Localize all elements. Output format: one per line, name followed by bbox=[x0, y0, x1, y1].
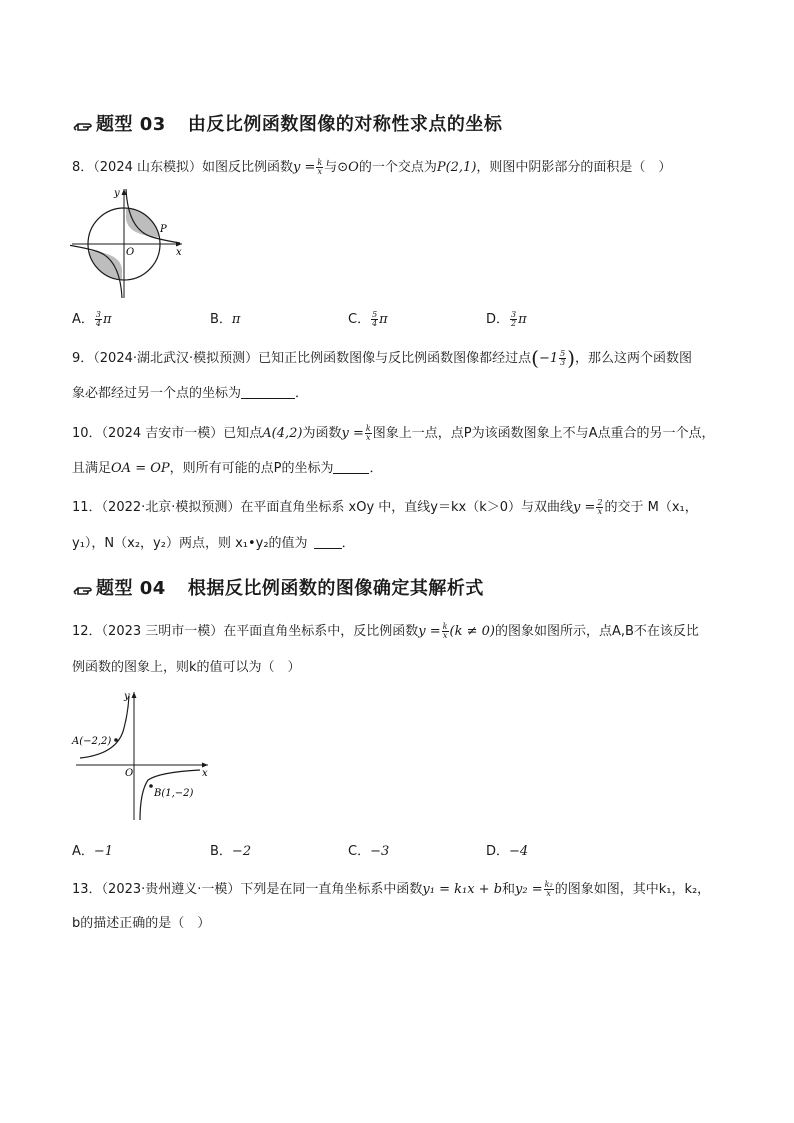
section-subtitle: 根据反比例函数的图像确定其解析式 bbox=[187, 578, 484, 599]
question-10-line-2: 且满足OA = OP，则所有可能的点P的坐标为 ． bbox=[72, 461, 383, 476]
label-y: y bbox=[114, 188, 120, 199]
question-13-line-1: 13．（2023·贵州遵义·一模）下列是在同一直角坐标系中函数y₁ = k₁x + b和y₂ = $\frac{\text{k₂}}{x}$ 的图象如图，其中k₁，k₂， bbox=[72, 880, 711, 898]
answer-blank[interactable] bbox=[241, 384, 295, 399]
option-d[interactable]: D． $\frac{3}{2}$ π bbox=[486, 310, 527, 328]
label-y: y bbox=[124, 691, 130, 702]
question-8-figure bbox=[70, 185, 190, 300]
question-11-line-1: 11．（2022·北京·模拟预测）在平面直角坐标系 xOy 中，直线y＝kx（k＞0）与双曲线y = $\frac{2}{x}$ 的交于 M（x₁， bbox=[72, 498, 698, 516]
question-10-line-1: 10．（2024 吉安市一模）已知点A(4,2)为函数y = $\frac{k}{x}$ 图象上一点，点P为该函数图象上不与A点重合的另一个点， bbox=[72, 424, 715, 442]
question-13-line-2: b的描述正确的是（ ） bbox=[72, 916, 211, 931]
section-title: 题型 04 bbox=[96, 578, 166, 599]
question-11-line-2: y₁），N（x₂，y₂）两点，则 x₁•y₂的值为 ． bbox=[72, 536, 355, 551]
question-12-figure bbox=[70, 688, 220, 823]
pointing-hand-icon bbox=[72, 580, 94, 596]
section-subtitle: 由反比例函数图像的对称性求点的坐标 bbox=[187, 114, 503, 135]
answer-blank[interactable] bbox=[333, 459, 369, 474]
label-x: x bbox=[176, 247, 182, 258]
option-a[interactable]: A． $\frac{3}{4}$ π bbox=[72, 310, 112, 328]
point-a bbox=[114, 738, 118, 742]
section-heading-03 bbox=[72, 110, 502, 136]
option-c[interactable]: C．−3 bbox=[348, 844, 390, 859]
point-b bbox=[149, 784, 153, 788]
label-o: O bbox=[126, 247, 135, 258]
label-x: x bbox=[202, 768, 208, 779]
question-12-line-2: 例函数的图象上，则k的值可以为（ ） bbox=[72, 660, 301, 675]
option-b[interactable]: B．π bbox=[210, 312, 241, 327]
pointing-hand-icon bbox=[72, 116, 94, 132]
question-8-line: 8．（2024 山东模拟）如图反比例函数y = $\frac{k}{x}$ 与⊙O的一个交点为P(2,1)，则图中阴影部分的面积是（ ） bbox=[72, 158, 672, 176]
question-9-line-2: 象必都经过另一个点的坐标为 ． bbox=[72, 386, 309, 401]
option-c[interactable]: C． $\frac{5}{4}$ π bbox=[348, 310, 388, 328]
answer-blank[interactable] bbox=[314, 534, 342, 549]
option-d[interactable]: D．−4 bbox=[486, 844, 529, 859]
label-p: P bbox=[160, 224, 167, 235]
option-b[interactable]: B．−2 bbox=[210, 844, 252, 859]
label-a: A(−2,2) bbox=[72, 736, 112, 747]
question-9-line-1: 9．（2024·湖北武汉·模拟预测）已知正比例函数图像与反比例函数图像都经过点(−1 $\frac{5}{3}$ )，那么这两个函数图 bbox=[72, 346, 693, 370]
section-title: 题型 03 bbox=[96, 114, 166, 135]
question-12-line-1: 12．（2023 三明市一模）在平面直角坐标系中，反比例函数y = $\frac{k}{x}$ (k ≠ 0)的图象如图所示，点A,B不在该反比 bbox=[72, 622, 699, 640]
label-o: O bbox=[125, 768, 134, 779]
option-a[interactable]: A．−1 bbox=[72, 844, 114, 859]
hyperbola-branch-upper-left bbox=[80, 696, 129, 758]
section-heading-04 bbox=[72, 574, 484, 600]
fraction: $\frac{k}{x}$ bbox=[317, 158, 323, 176]
label-b: B(1,−2) bbox=[154, 788, 194, 799]
